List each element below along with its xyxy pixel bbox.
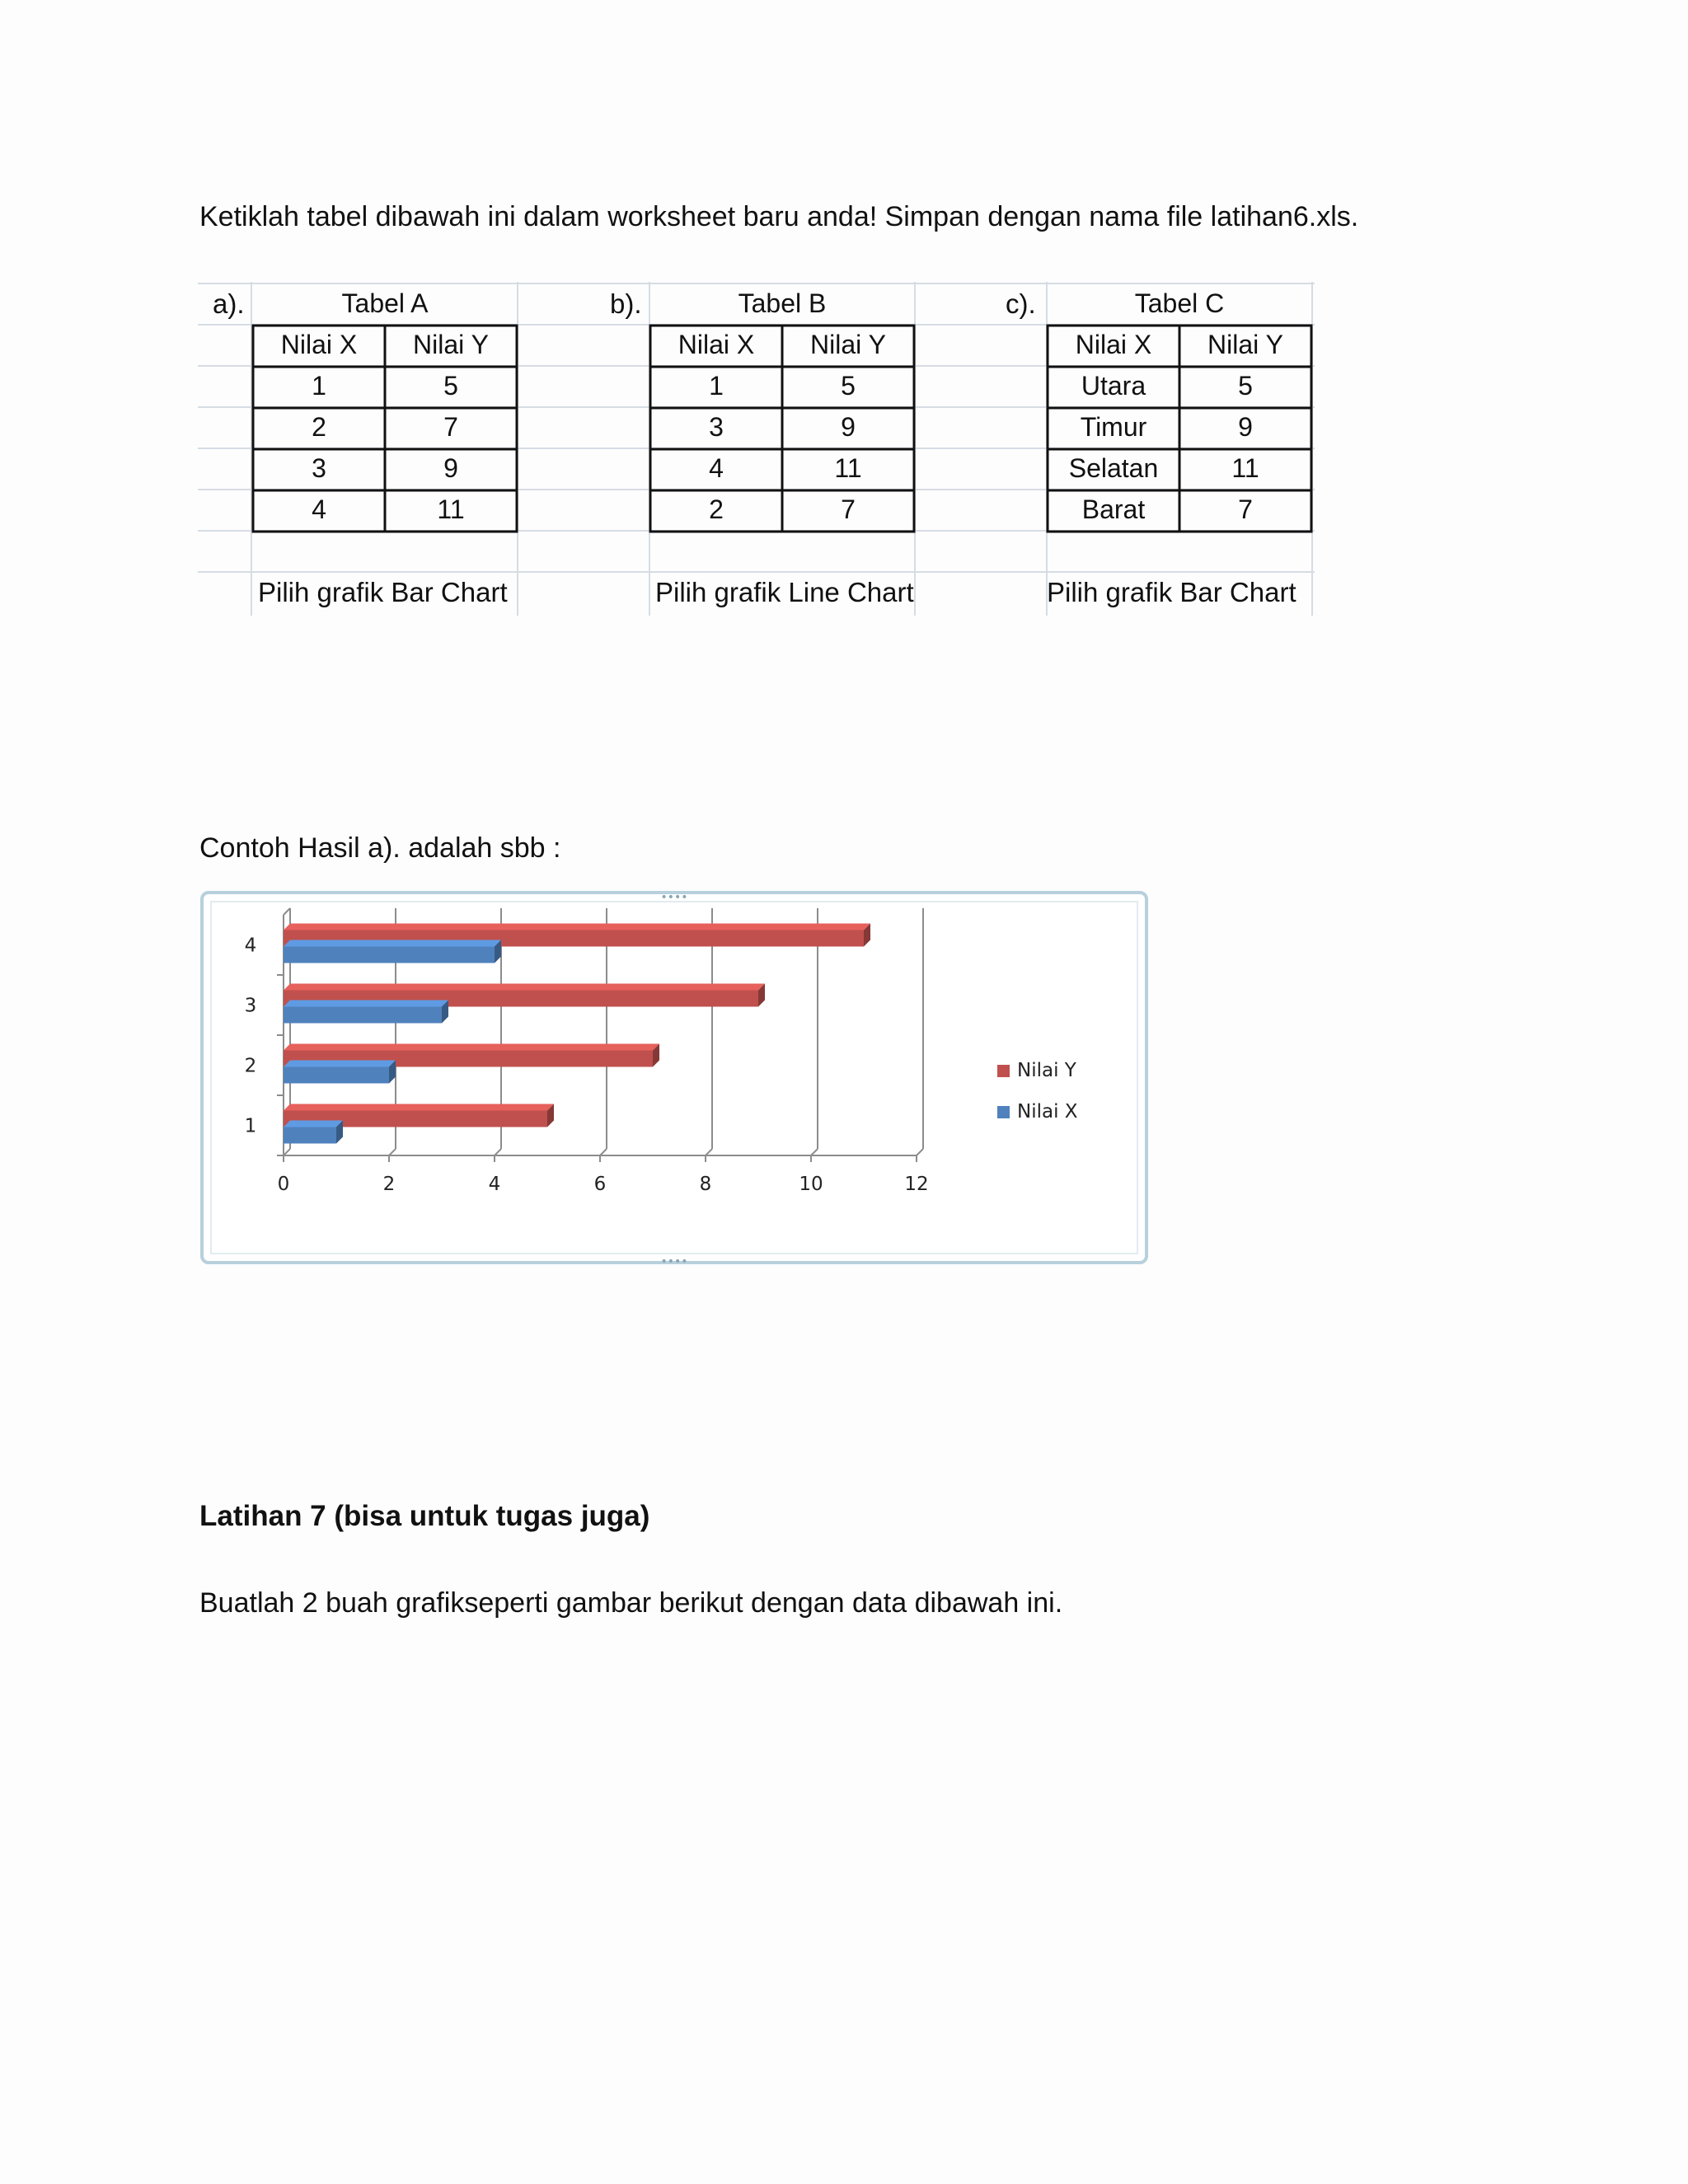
table-c-cell: 11 <box>1231 453 1259 483</box>
bar-top-nilai-y <box>284 924 870 930</box>
y-tick-label: 4 <box>244 935 257 957</box>
bar-nilai-x <box>284 1127 336 1144</box>
bar-top-nilai-x <box>284 1061 396 1067</box>
table-c-label: c). <box>1006 288 1036 319</box>
table-a-cell: 4 <box>312 494 326 524</box>
section-text: Buatlah 2 buah grafikseperti gambar berikut dengan data dibawah ini. <box>199 1587 1063 1619</box>
bar-top-nilai-y <box>284 1044 659 1051</box>
table-c-note: Pilih grafik Bar Chart <box>1047 577 1296 607</box>
table-b-label: b). <box>610 288 642 319</box>
table-a-label: a). <box>213 288 245 319</box>
table-b-cell: 7 <box>841 494 856 524</box>
table-b-header-x: Nilai X <box>678 330 755 359</box>
table-a-cell: 11 <box>437 494 465 524</box>
bar-top-nilai-y <box>284 1104 554 1111</box>
x-tick-label: 6 <box>593 1174 607 1195</box>
resize-handle-bottom[interactable]: •••• <box>660 1255 688 1265</box>
x-tick-label: 2 <box>382 1174 396 1195</box>
x-tick-label: 8 <box>699 1174 712 1195</box>
table-c-cell: Barat <box>1081 494 1146 524</box>
table-a-header-y: Nilai Y <box>413 330 489 359</box>
table-c-title: Tabel C <box>1134 288 1225 318</box>
resize-handle-top[interactable]: •••• <box>660 891 688 904</box>
spreadsheet-tables <box>198 282 1315 616</box>
table-b-cell: 2 <box>709 494 724 524</box>
table-b-cell: 9 <box>841 412 856 442</box>
table-c-cell: Selatan <box>1068 453 1159 483</box>
y-tick-label: 1 <box>244 1115 257 1137</box>
table-a-cell: 9 <box>443 453 458 483</box>
legend-label: Nilai Y <box>1017 1060 1076 1081</box>
table-c-cell: Timur <box>1080 412 1147 442</box>
bar-top-nilai-x <box>284 1001 448 1007</box>
bar-top-nilai-y <box>284 984 765 991</box>
table-a-header-x: Nilai X <box>280 330 358 359</box>
table-b-cell: 11 <box>834 453 862 483</box>
table-b-cell: 1 <box>709 371 724 401</box>
legend-swatch <box>997 1065 1010 1077</box>
bar-chart-svg <box>199 890 1149 1265</box>
table-a-cell: 1 <box>312 371 326 401</box>
table-b-cell: 5 <box>841 371 856 401</box>
table-a-cell: 7 <box>443 412 458 442</box>
y-tick-label: 3 <box>244 995 257 1017</box>
table-c-cell: 9 <box>1238 412 1253 442</box>
table-a-title: Tabel A <box>341 288 429 318</box>
table-c-header-x: Nilai X <box>1075 330 1152 359</box>
bar-chart[interactable] <box>199 890 1149 1265</box>
table-b-cell: 3 <box>709 412 724 442</box>
section-title: Latihan 7 (bisa untuk tugas juga) <box>199 1500 650 1532</box>
bar-nilai-x <box>284 947 495 963</box>
x-tick-label: 12 <box>904 1174 929 1195</box>
table-b-cell: 4 <box>709 453 724 483</box>
table-b-title: Tabel B <box>738 288 827 318</box>
instruction-text: Ketiklah tabel dibawah ini dalam worksheet baru anda! Simpan dengan nama file latihan6.xls. <box>199 201 1359 232</box>
y-tick-label: 2 <box>244 1055 257 1077</box>
table-a-cell: 3 <box>312 453 326 483</box>
bar-nilai-x <box>284 1007 442 1024</box>
table-a-cell: 2 <box>312 412 326 442</box>
legend-swatch <box>997 1106 1010 1118</box>
table-b-header-y: Nilai Y <box>810 330 886 359</box>
table-c-cell: Utara <box>1081 371 1146 401</box>
bar-top-nilai-x <box>284 940 501 947</box>
table-a-note: Pilih grafik Bar Chart <box>258 577 508 607</box>
table-c-cell: 5 <box>1238 371 1253 401</box>
table-c-cell: 7 <box>1238 494 1253 524</box>
table-a-cell: 5 <box>443 371 458 401</box>
bar-nilai-x <box>284 1067 389 1084</box>
x-tick-label: 4 <box>488 1174 501 1195</box>
example-caption: Contoh Hasil a). adalah sbb : <box>199 832 561 864</box>
legend-label: Nilai X <box>1017 1101 1078 1122</box>
x-tick-label: 10 <box>799 1174 823 1195</box>
bar-top-nilai-x <box>284 1121 343 1127</box>
table-b-note: Pilih grafik Line Chart <box>655 577 914 607</box>
table-c-header-y: Nilai Y <box>1207 330 1283 359</box>
x-tick-label: 0 <box>277 1174 290 1195</box>
